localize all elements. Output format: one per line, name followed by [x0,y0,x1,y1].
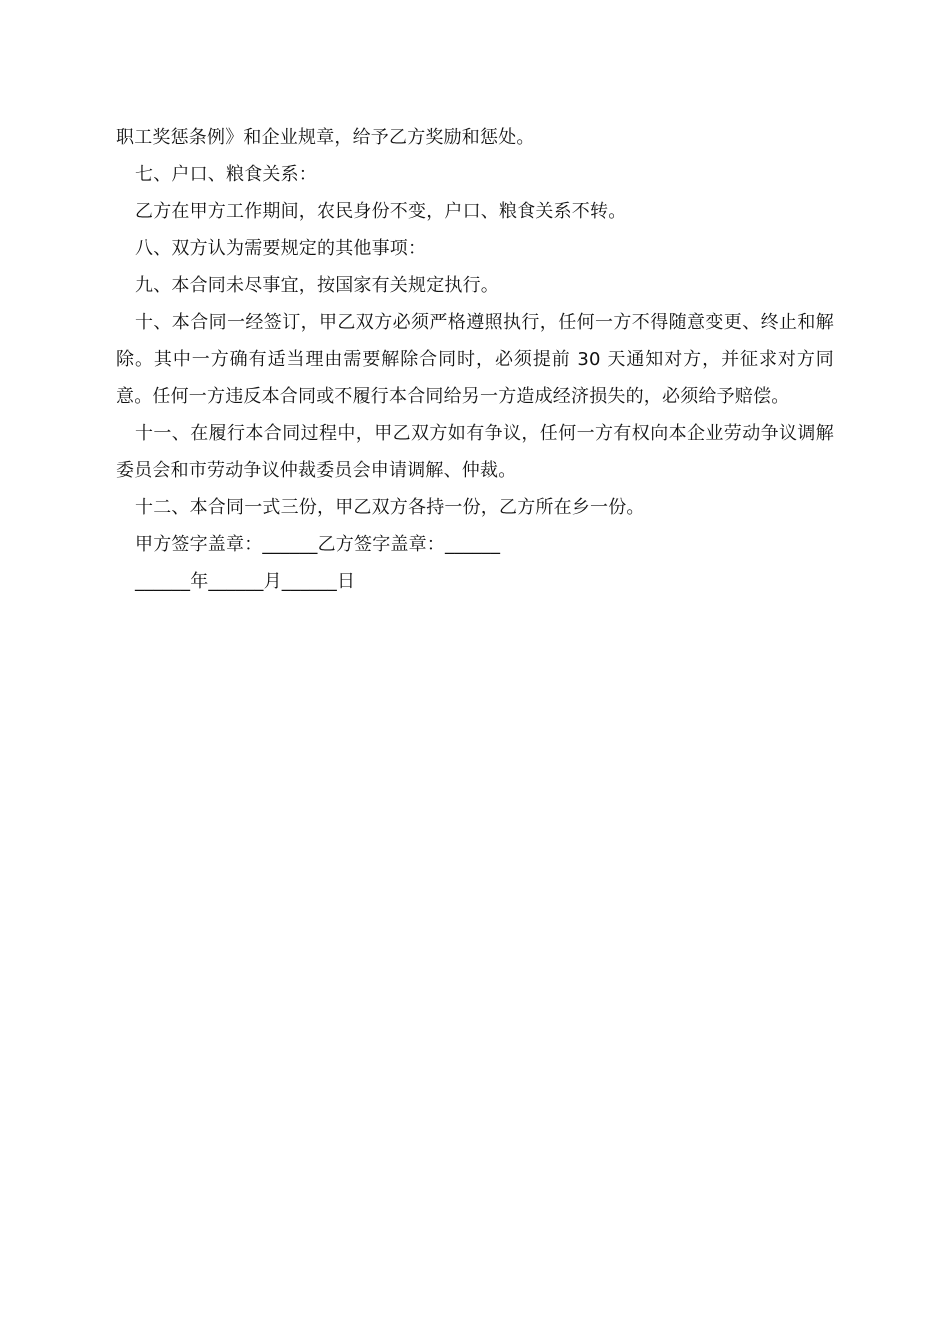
clause-12: 十二、本合同一式三份，甲乙双方各持一份，乙方所在乡一份。 [135,497,645,518]
clause-9: 九、本合同未尽事宜，按国家有关规定执行。 [135,275,499,296]
paragraph-continuation: 职工奖惩条例》和企业规章，给予乙方奖励和惩处。 [116,127,535,148]
date-line: ______年______月______日 [135,571,356,592]
clause-10: 十、本合同一经签订，甲乙双方必须严格遵照执行，任何一方不得随意变更、终止和解除。其中一方确有适当理由需要解除合同时，必须提前 30 天通知对方，并征求对方同意。任何一方违反本合同或不履行本合同给另一方造成经济损失的，必须给予赔偿。 [116,312,834,407]
document-body [116,119,834,600]
clause-7-heading: 七、户口、粮食关系： [135,164,317,185]
signature-line: 甲方签字盖章：______乙方签字盖章：______ [135,534,501,555]
clause-7-body: 乙方在甲方工作期间，农民身份不变，户口、粮食关系不转。 [135,201,627,222]
clause-11: 十一、在履行本合同过程中，甲乙双方如有争议，任何一方有权向本企业劳动争议调解委员会和市劳动争议仲裁委员会申请调解、仲裁。 [116,423,834,481]
clause-8: 八、双方认为需要规定的其他事项： [135,238,427,259]
